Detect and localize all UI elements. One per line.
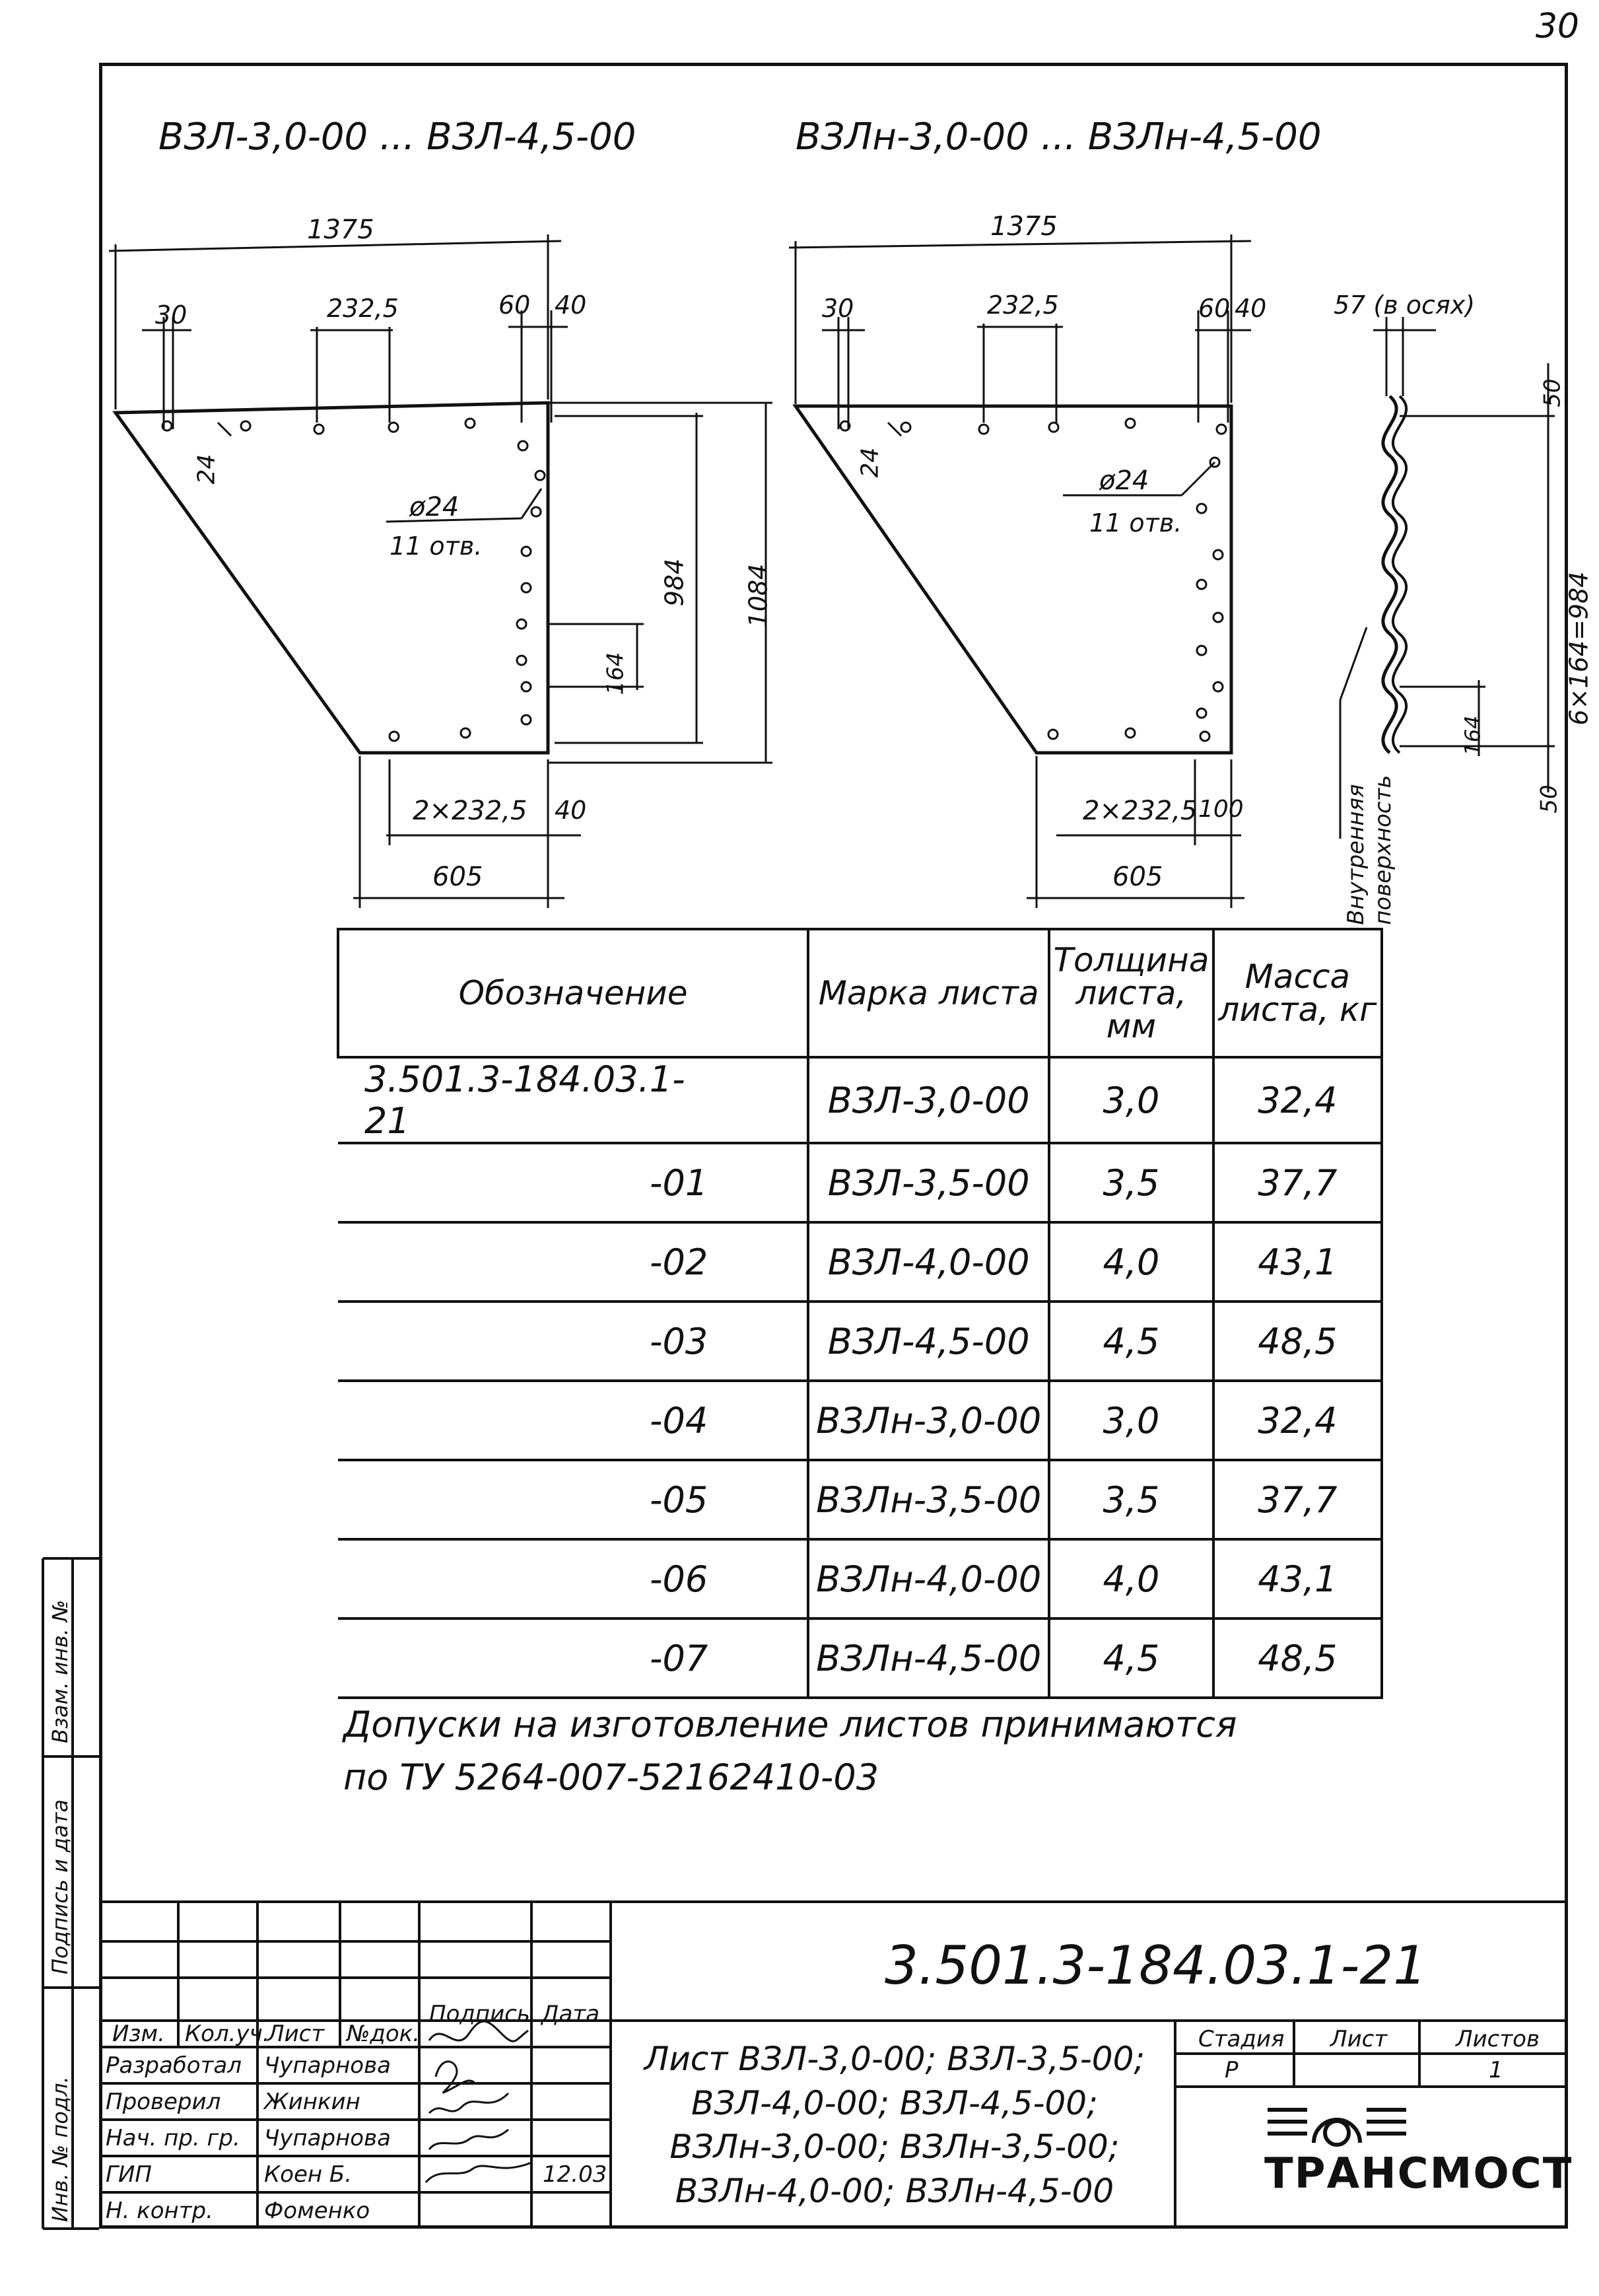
left-dim-984: 984	[660, 558, 689, 607]
profile-dim-50-top: 50	[1539, 378, 1566, 407]
row-thickness: 3,0	[1049, 1381, 1213, 1460]
profile-dim-164: 164	[1460, 715, 1485, 756]
document-name-line: Лист ВЗЛ-3,0-00; ВЗЛ-3,5-00;	[644, 2040, 1145, 2078]
row-designation: -06	[338, 1539, 808, 1618]
role-nach-gr: Нач. пр. гр.	[106, 2125, 240, 2151]
name-razrabotal: Чупарнова	[264, 2052, 391, 2079]
signatures	[426, 2021, 531, 2182]
row-mass: 48,5	[1213, 1302, 1382, 1381]
right-hole-dia: ø24	[1099, 466, 1149, 496]
left-dim-164: 164	[602, 652, 629, 695]
role-n-kontr: Н. контр.	[106, 2198, 213, 2224]
col-head-podpis: Подпись	[429, 2001, 530, 2027]
left-holes-count: 11 отв.	[390, 532, 483, 561]
row-designation: -03	[338, 1302, 808, 1381]
document-code: 3.501.3-184.03.1-21	[885, 1935, 1427, 1996]
row-mark: ВЗЛ-3,5-00	[808, 1143, 1049, 1222]
left-dim-30: 30	[155, 300, 187, 330]
right-dim-24: 24	[856, 447, 884, 478]
sheets-label: Листов	[1456, 2026, 1540, 2052]
row-thickness: 3,0	[1049, 1057, 1213, 1143]
row-thickness: 4,5	[1049, 1618, 1213, 1698]
company-logo-emblem	[1268, 2103, 1406, 2156]
col-head-izm: Изм.	[112, 2021, 165, 2047]
role-gip: ГИП	[106, 2161, 152, 2188]
right-dim-30: 30	[822, 294, 854, 323]
profile-dim-total: 6×164=984	[1564, 571, 1594, 726]
left-dim-1084: 1084	[743, 563, 773, 628]
stage-value: Р	[1225, 2057, 1239, 2083]
side-stamp-podpis: Подпись и дата	[48, 1799, 73, 1974]
name-gip: Коен Б.	[264, 2161, 353, 2188]
table-row	[338, 1539, 1382, 1618]
specification-table	[337, 928, 1383, 1699]
profile-pitch: 57 (в осях)	[1334, 291, 1476, 320]
right-dim-605: 605	[1112, 862, 1163, 892]
table-row	[338, 1222, 1382, 1302]
role-razrabotal: Разработал	[106, 2052, 242, 2079]
stage-label: Стадия	[1198, 2026, 1285, 2052]
profile-dim-50-bottom: 50	[1536, 784, 1563, 814]
row-thickness: 4,0	[1049, 1539, 1213, 1618]
right-view-title: ВЗЛн-3,0-00 ... ВЗЛн-4,5-00	[796, 116, 1322, 158]
left-dim-40: 40	[555, 291, 587, 320]
role-proveril: Проверил	[106, 2089, 221, 2115]
table-row	[338, 1618, 1382, 1698]
row-thickness: 4,0	[1049, 1222, 1213, 1302]
left-dim-bottom-40: 40	[555, 796, 587, 825]
row-designation: -04	[338, 1381, 808, 1460]
row-designation: 3.501.3-184.03.1-21	[338, 1057, 808, 1143]
right-dim-40: 40	[1235, 294, 1267, 323]
side-stamp-vzam: Взам. инв. №	[48, 1599, 73, 1743]
left-dim-24: 24	[193, 454, 221, 485]
left-dim-1375: 1375	[307, 215, 374, 245]
left-dim-605: 605	[432, 862, 483, 892]
left-dim-2x232: 2×232,5	[413, 796, 527, 826]
row-mark: ВЗЛн-4,0-00	[808, 1539, 1049, 1618]
tolerance-note-line2: по ТУ 5264-007-52162410-03	[343, 1757, 879, 1798]
row-thickness: 3,5	[1049, 1460, 1213, 1539]
col-head-list: Лист	[267, 2021, 325, 2047]
left-dim-60: 60	[498, 291, 531, 320]
row-designation: -01	[338, 1143, 808, 1222]
left-dim-232: 232,5	[327, 294, 399, 323]
table-row	[338, 1143, 1382, 1222]
col-thickness: Толщина листа, мм	[1049, 929, 1213, 1057]
document-name-line: ВЗЛ-4,0-00; ВЗЛ-4,5-00;	[691, 2083, 1098, 2122]
side-stamp-inv: Инв. № подл.	[48, 2076, 73, 2222]
row-mass: 48,5	[1213, 1618, 1382, 1698]
company-logo: ТРАНСМОСТ	[1264, 2149, 1573, 2198]
right-dim-1375: 1375	[990, 211, 1058, 242]
right-dim-100: 100	[1198, 796, 1244, 823]
left-view-title: ВЗЛ-3,0-00 ... ВЗЛ-4,5-00	[158, 116, 636, 158]
col-mass: Масса листа, кг	[1213, 929, 1382, 1057]
name-proveril: Жинкин	[264, 2089, 360, 2115]
table-row	[338, 1057, 1382, 1143]
row-mark: ВЗЛн-4,5-00	[808, 1618, 1049, 1698]
row-mass: 37,7	[1213, 1460, 1382, 1539]
row-thickness: 3,5	[1049, 1143, 1213, 1222]
corrugation-profile	[1383, 396, 1406, 753]
table-header-row	[338, 929, 1382, 1057]
col-head-data: Дата	[541, 2001, 600, 2027]
name-n-kontr: Фоменко	[264, 2198, 370, 2224]
col-mark: Марка листа	[808, 929, 1049, 1057]
sign-date: 12.03	[543, 2161, 607, 2188]
profile-dimension-lines	[1340, 317, 1555, 839]
col-head-ndok: №док.	[347, 2021, 421, 2047]
row-mass: 43,1	[1213, 1539, 1382, 1618]
right-dim-2x232: 2×232,5	[1083, 796, 1198, 826]
row-designation: -07	[338, 1618, 808, 1698]
col-designation: Обозначение	[338, 929, 808, 1057]
right-holes	[840, 419, 1226, 741]
right-dim-60: 60	[1198, 294, 1231, 323]
row-mass: 32,4	[1213, 1057, 1382, 1143]
row-mass: 37,7	[1213, 1143, 1382, 1222]
row-mark: ВЗЛн-3,5-00	[808, 1460, 1049, 1539]
document-name-line: ВЗЛн-4,0-00; ВЗЛн-4,5-00	[675, 2171, 1114, 2210]
table-row	[338, 1460, 1382, 1539]
row-designation: -02	[338, 1222, 808, 1302]
right-dim-232: 232,5	[987, 291, 1059, 320]
left-hole-dia: ø24	[409, 492, 459, 522]
row-mass: 43,1	[1213, 1222, 1382, 1302]
left-sheet-outline	[116, 403, 548, 753]
row-thickness: 4,5	[1049, 1302, 1213, 1381]
document-name-line: ВЗЛн-3,0-00; ВЗЛн-3,5-00;	[669, 2128, 1120, 2166]
name-nach-gr: Чупарнова	[264, 2125, 391, 2151]
table-row	[338, 1302, 1382, 1381]
col-head-koluch: Кол.уч.	[185, 2021, 270, 2047]
row-mark: ВЗЛ-3,0-00	[808, 1057, 1049, 1143]
sheets-value: 1	[1489, 2057, 1503, 2083]
tolerance-note-line1: Допуски на изготовление листов принимаются	[343, 1704, 1237, 1745]
row-mark: ВЗЛн-3,0-00	[808, 1381, 1049, 1460]
row-mass: 32,4	[1213, 1381, 1382, 1460]
profile-inner-surface: Внутренняя поверхность	[1343, 775, 1396, 925]
row-mark: ВЗЛ-4,0-00	[808, 1222, 1049, 1302]
document-name	[624, 2037, 1165, 2213]
row-mark: ВЗЛ-4,5-00	[808, 1302, 1049, 1381]
row-designation: -05	[338, 1460, 808, 1539]
sheet-label: Лист	[1330, 2026, 1388, 2052]
page-number: 30	[1535, 7, 1579, 46]
right-holes-count: 11 отв.	[1089, 508, 1182, 538]
table-row	[338, 1381, 1382, 1460]
